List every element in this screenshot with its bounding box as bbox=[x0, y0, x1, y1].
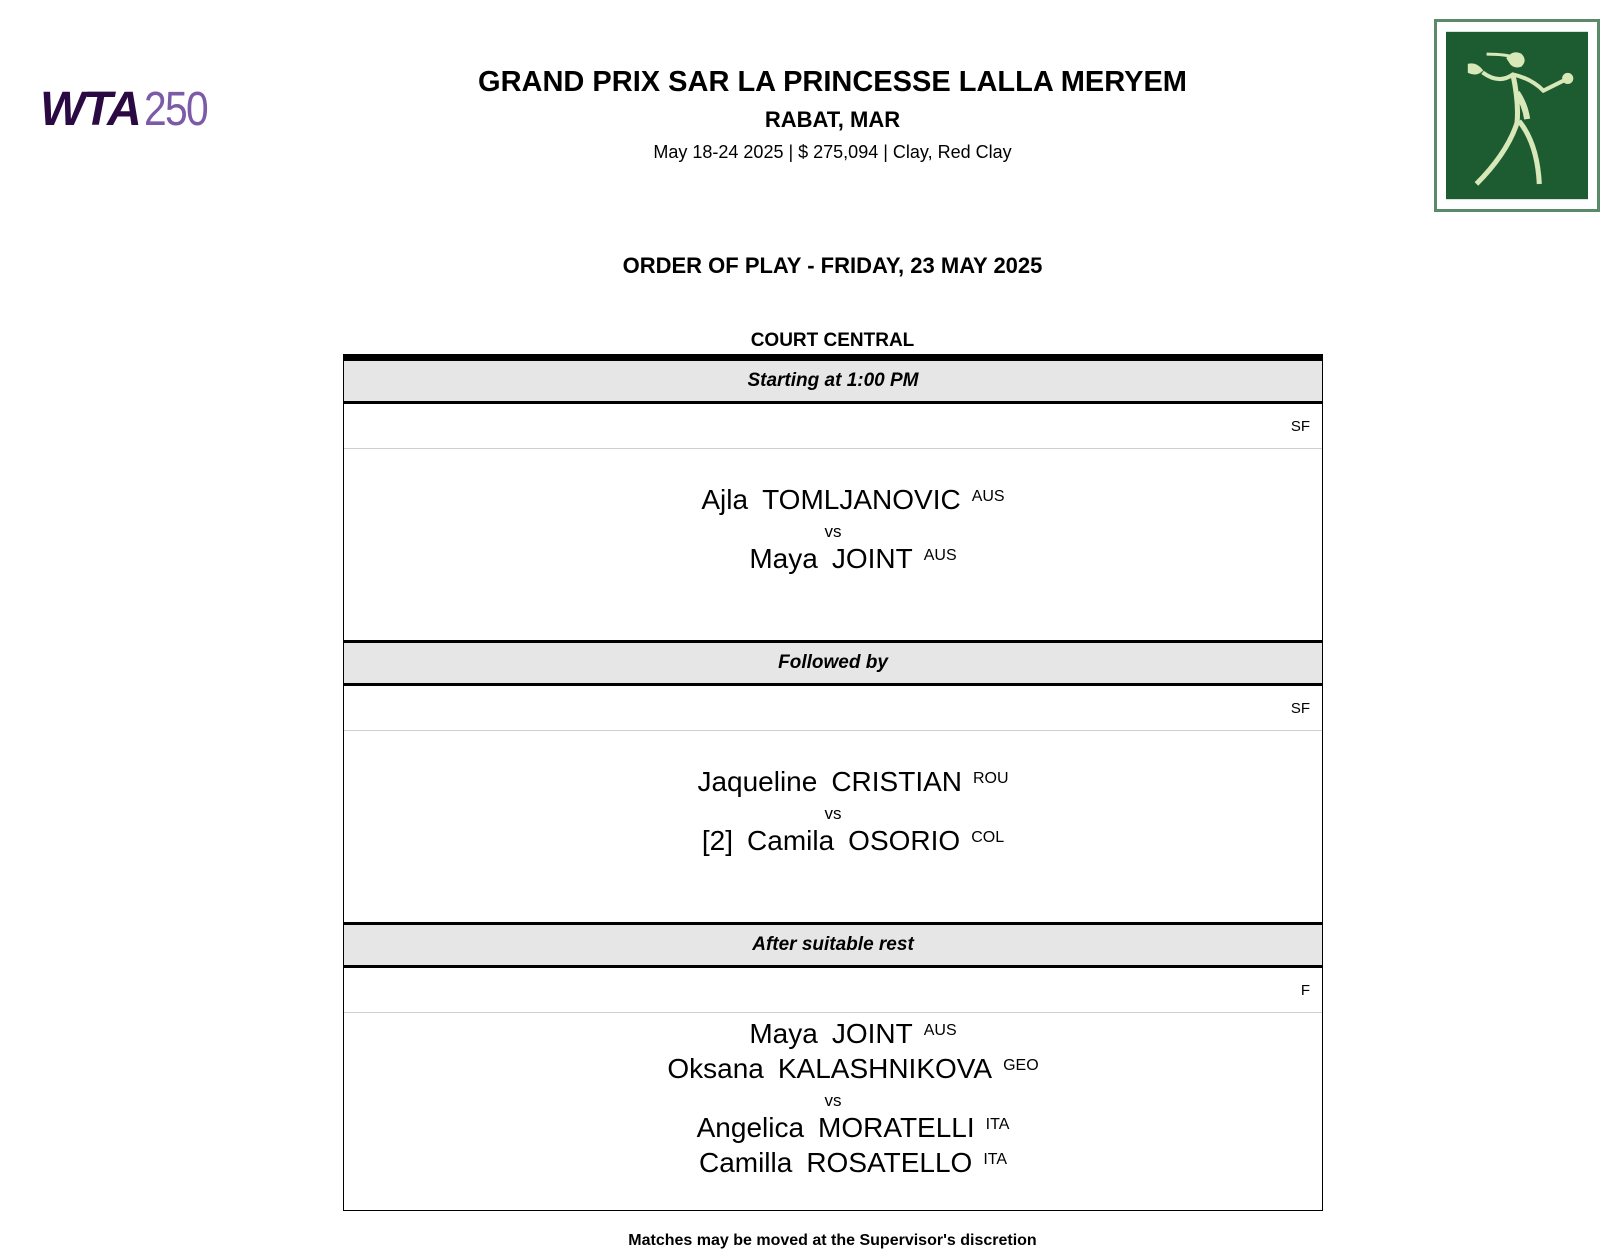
player-nationality: ITA bbox=[985, 1116, 1010, 1133]
player-first-name: Camila bbox=[747, 825, 835, 856]
slot-header: Followed by bbox=[344, 640, 1322, 686]
player-nationality: ITA bbox=[983, 1151, 1008, 1168]
player-first-name: Ajla bbox=[701, 484, 749, 515]
vs-label: vs bbox=[824, 1091, 842, 1110]
player bbox=[701, 825, 1005, 861]
match-cell bbox=[344, 1013, 1322, 1210]
tournament-meta: May 18-24 2025 | $ 275,094 | Clay, Red Clay bbox=[653, 142, 1012, 162]
match-cell bbox=[344, 449, 1322, 640]
player-nationality: AUS bbox=[923, 1022, 957, 1039]
player-first-name: Oksana bbox=[667, 1053, 764, 1084]
player bbox=[696, 1112, 1010, 1148]
court-name: COURT CENTRAL bbox=[750, 330, 915, 351]
player-last-name: JOINT bbox=[831, 1018, 913, 1049]
player-last-name: MORATELLI bbox=[818, 1112, 975, 1143]
round-row bbox=[344, 686, 1322, 731]
slot-header: Starting at 1:00 PM bbox=[344, 361, 1322, 404]
tournament-title: GRAND PRIX SAR LA PRINCESSE LALLA MERYEM bbox=[478, 66, 1187, 98]
player bbox=[698, 1147, 1008, 1183]
player-nationality: AUS bbox=[971, 488, 1005, 505]
player-seed: [2] bbox=[701, 825, 734, 856]
round-row bbox=[344, 404, 1322, 449]
round-label: SF bbox=[1290, 418, 1310, 435]
player-nationality: GEO bbox=[1003, 1057, 1039, 1074]
round-label: SF bbox=[1290, 700, 1310, 717]
player-first-name: Jaqueline bbox=[697, 766, 818, 797]
round-row bbox=[344, 968, 1322, 1013]
player bbox=[701, 484, 1005, 520]
player-last-name: JOINT bbox=[831, 543, 913, 574]
player-first-name: Angelica bbox=[696, 1112, 805, 1143]
footer-note: Matches may be moved at the Supervisor's discretion bbox=[628, 1232, 1037, 1249]
wta-logo-text: WTA bbox=[40, 83, 140, 136]
player-nationality: COL bbox=[971, 829, 1005, 846]
player-last-name: KALASHNIKOVA bbox=[777, 1053, 993, 1084]
player bbox=[667, 1053, 1039, 1089]
player-nationality: ROU bbox=[973, 770, 1009, 787]
player-last-name: OSORIO bbox=[848, 825, 961, 856]
player-last-name: ROSATELLO bbox=[806, 1147, 973, 1178]
match-cell bbox=[344, 731, 1322, 922]
player-last-name: TOMLJANOVIC bbox=[762, 484, 961, 515]
player bbox=[697, 766, 1009, 802]
player-first-name: Maya bbox=[749, 1018, 818, 1049]
vs-label: vs bbox=[824, 804, 842, 823]
schedule-table bbox=[343, 354, 1323, 1211]
player bbox=[749, 1018, 957, 1054]
player-last-name: CRISTIAN bbox=[831, 766, 962, 797]
tournament-city: RABAT, MAR bbox=[764, 107, 901, 132]
player-nationality: AUS bbox=[923, 547, 957, 564]
wta-tier-text: 250 bbox=[143, 83, 207, 136]
order-of-play-heading: ORDER OF PLAY - FRIDAY, 23 MAY 2025 bbox=[622, 253, 1043, 278]
player-first-name: Camilla bbox=[698, 1147, 793, 1178]
round-label: F bbox=[1300, 982, 1310, 999]
slot-header: After suitable rest bbox=[344, 922, 1322, 968]
player-first-name: Maya bbox=[749, 543, 818, 574]
vs-label: vs bbox=[824, 522, 842, 541]
player bbox=[749, 543, 957, 579]
